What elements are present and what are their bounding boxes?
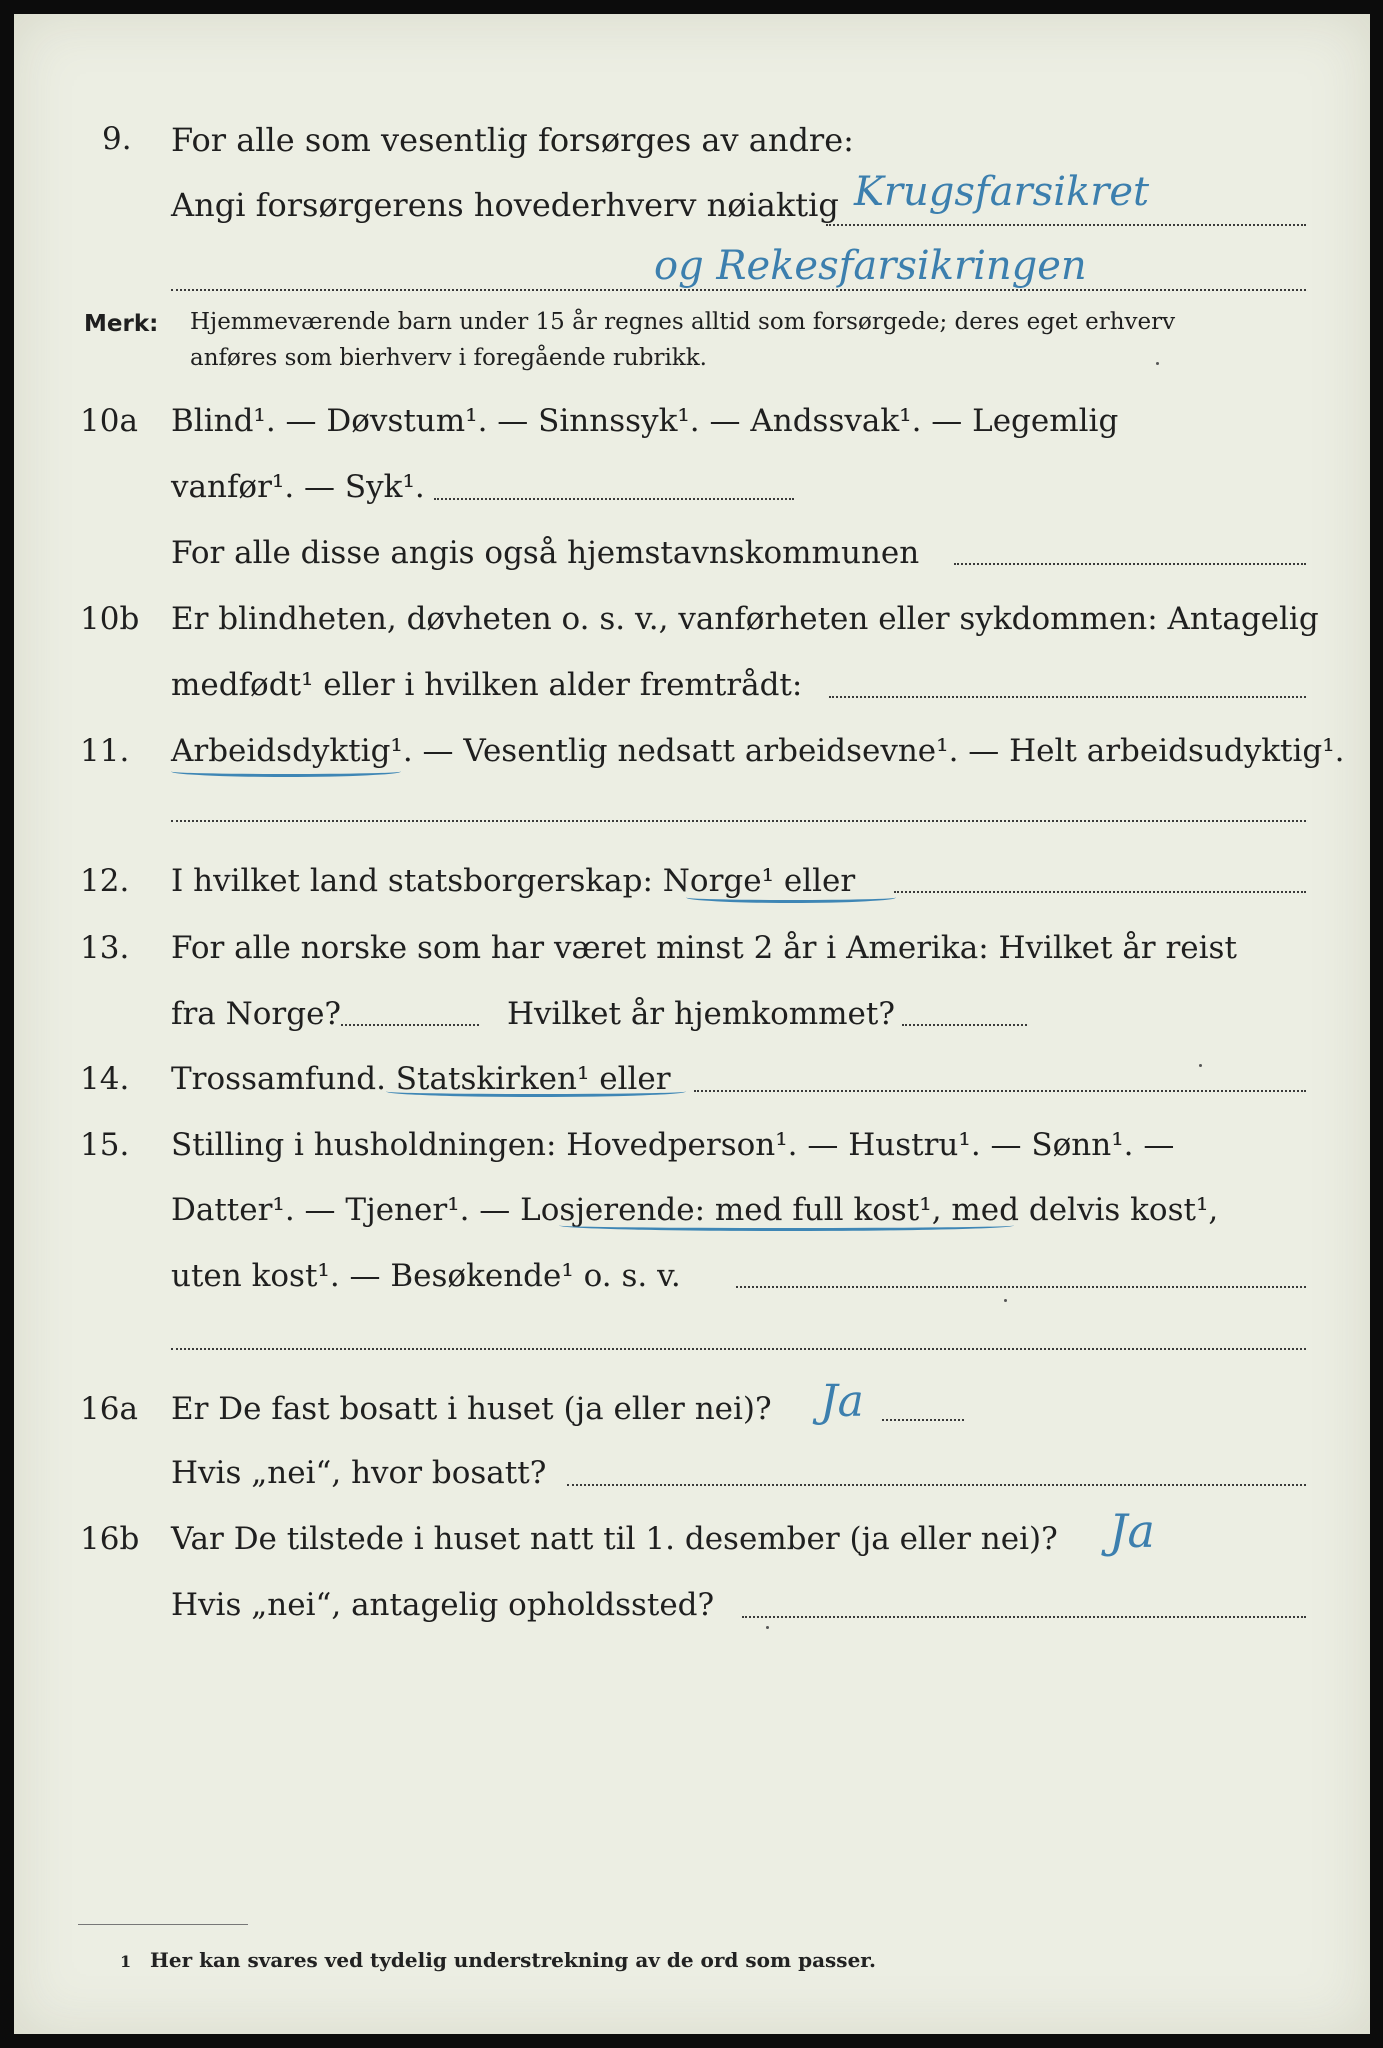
footnote-rule [78, 1924, 248, 1925]
q10a-line1: Blind¹. — Døvstum¹. — Sinnssyk¹. — Andssvak¹. — Legemlig [171, 403, 1119, 439]
q15-underline-losjerende [559, 1220, 1014, 1231]
q10b-answer-line [829, 696, 1306, 698]
q12-answer-line [894, 891, 1306, 893]
q9-answer-line-2 [171, 289, 1306, 291]
footnote-marker: 1 [120, 1952, 132, 1971]
q15-line2: Datter¹. — Tjener¹. — Losjerende: med full kost¹, med delvis kost¹, [171, 1192, 1219, 1228]
q15-line1: Stilling i husholdningen: Hovedperson¹. — Hustru¹. — Sønn¹. — [171, 1127, 1175, 1163]
q14-answer-line [694, 1090, 1306, 1092]
q16a-answer-line [882, 1419, 964, 1421]
q16a-residence-line [567, 1484, 1306, 1486]
q14-number: 14. [80, 1061, 130, 1097]
q10a-answer-line [434, 498, 794, 500]
q10a-line3: For alle disse angis også hjemstavnskommunen [171, 535, 920, 571]
q9-number: 9. [102, 121, 132, 157]
q16b-line1: Var De tilstede i huset natt til 1. desember (ja eller nei)? [171, 1521, 1058, 1557]
q10b-number: 10b [80, 601, 140, 637]
paper-speck [1004, 1299, 1007, 1302]
census-form-page [14, 14, 1370, 2034]
q10a-line2: vanfør¹. — Syk¹. [171, 469, 425, 505]
q15-line3: uten kost¹. — Besøkende¹ o. s. v. [171, 1258, 681, 1294]
q16b-residence-line [742, 1616, 1306, 1618]
q15-answer-line [736, 1286, 1306, 1288]
q12-line1: I hvilket land statsborgerskap: Norge¹ eller [171, 863, 856, 899]
q16a-line1: Er De fast bosatt i huset (ja eller nei)? [171, 1391, 772, 1427]
q9-occupation-label: Angi forsørgerens hovederhverv nøiaktig [171, 186, 839, 224]
q16b-line2: Hvis „nei“, antagelig opholdssted? [171, 1587, 715, 1623]
q12-underline-norge [686, 892, 896, 903]
q13-line1: For alle norske som har været minst 2 år i Amerika: Hvilket år reist [171, 930, 1237, 966]
merk-text-line2: anføres som bierhverv i foregående rubrikk. [190, 345, 707, 371]
q14-line1: Trossamfund. Statskirken¹ eller [171, 1061, 671, 1097]
q10b-line2: medfødt¹ eller i hvilken alder fremtrådt: [171, 667, 803, 703]
q16b-answer: Ja [1109, 1504, 1155, 1558]
q13-left-year-line [341, 1024, 479, 1026]
merk-text-line1: Hjemmeværende barn under 15 år regnes alltid som forsørgede; deres eget erhverv [190, 309, 1176, 335]
q9-answer-line2: og Rekesfarsikringen [654, 243, 1087, 289]
paper-speck [766, 1626, 769, 1629]
q13-return-year-line [902, 1024, 1027, 1026]
q10b-line1: Er blindheten, døvheten o. s. v., vanførheten eller sykdommen: Antagelig [171, 601, 1319, 637]
q9-answer-line1: Krugsfarsikret [854, 169, 1150, 215]
q11-answer-line [171, 820, 1306, 822]
q11-line1: Arbeidsdyktig¹. — Vesentlig nedsatt arbeidsevne¹. — Helt arbeidsudyktig¹. [171, 733, 1345, 769]
q13-line2b: Hvilket år hjemkommet? [507, 996, 895, 1032]
q12-number: 12. [80, 863, 130, 899]
q14-underline-statskirken [386, 1086, 686, 1097]
q10a-hometown-line [954, 563, 1306, 565]
q11-number: 11. [80, 733, 130, 769]
q16a-answer: Ja [820, 1376, 864, 1427]
q9-answer-line [826, 224, 1306, 226]
q15-number: 15. [80, 1127, 130, 1163]
q13-number: 13. [80, 930, 130, 966]
q13-line2a: fra Norge? [171, 996, 342, 1032]
merk-label: Merk: [84, 311, 159, 337]
q11-underline-arbeidsdyktig [171, 766, 401, 777]
paper-speck [1199, 1064, 1202, 1067]
q16b-number: 16b [80, 1521, 140, 1557]
footnote-text: Her kan svares ved tydelig understrekning av de ord som passer. [150, 1948, 876, 1972]
q16a-line2: Hvis „nei“, hvor bosatt? [171, 1455, 547, 1491]
q9-question: For alle som vesentlig forsørges av andre: [171, 121, 854, 159]
q16a-number: 16a [80, 1391, 138, 1427]
q15-answer-line-2 [171, 1348, 1306, 1350]
paper-speck [1156, 362, 1159, 365]
q10a-number: 10a [80, 403, 138, 439]
